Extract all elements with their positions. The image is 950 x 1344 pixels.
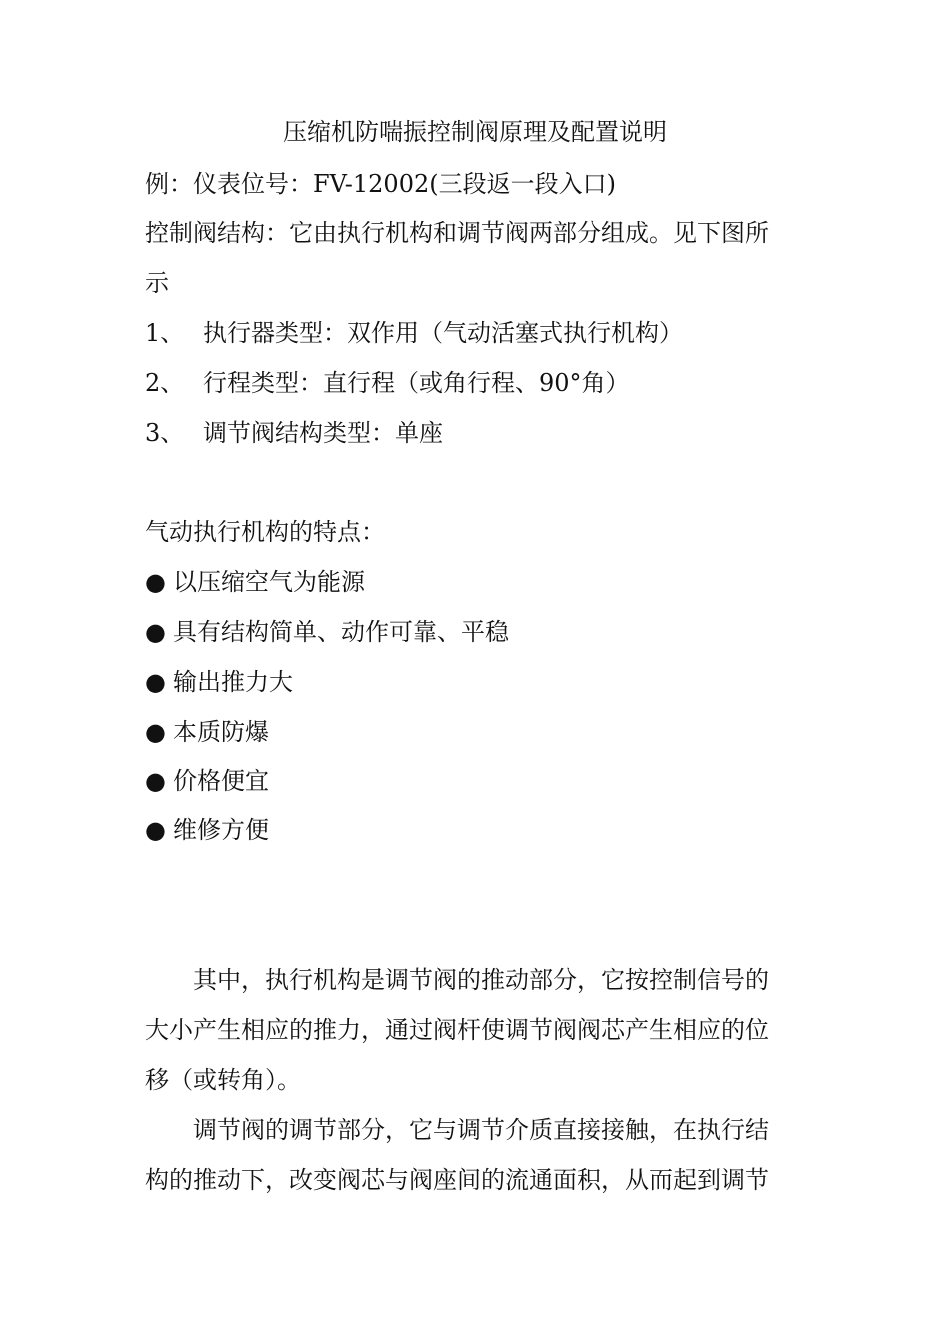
feature-text: 维修方便 <box>173 816 269 844</box>
bullet-icon: ● <box>145 668 166 696</box>
list-item <box>145 417 815 449</box>
feature-text: 输出推力大 <box>173 668 293 696</box>
list-item-text: 调节阀结构类型：单座 <box>203 419 443 447</box>
paragraph-1-line-1: 其中，执行机构是调节阀的推动部分，它按控制信号的 <box>193 966 769 994</box>
structure-line-1: 控制阀结构：它由执行机构和调节阀两部分组成。见下图所 <box>145 219 769 247</box>
feature-text: 本质防爆 <box>173 718 269 746</box>
bullet-icon: ● <box>145 568 166 596</box>
bullet-icon: ● <box>145 816 166 844</box>
features-heading: 气动执行机构的特点： <box>145 518 385 546</box>
list-item-number: 1、 <box>145 319 185 347</box>
paragraph-2-line-1: 调节阀的调节部分，它与调节介质直接接触，在执行结 <box>193 1116 769 1144</box>
list-item-text: 行程类型：直行程（或角行程、90°角） <box>203 369 630 397</box>
structure-line-2: 示 <box>145 269 169 297</box>
feature-item <box>145 666 815 698</box>
feature-item <box>145 814 815 846</box>
feature-item <box>145 566 815 598</box>
bullet-icon: ● <box>145 767 166 795</box>
feature-text: 以压缩空气为能源 <box>173 568 365 596</box>
list-item-number: 2、 <box>145 369 185 397</box>
list-item <box>145 317 815 349</box>
feature-text: 价格便宜 <box>173 767 269 795</box>
paragraph-1-line-3: 移（或转角）。 <box>145 1066 301 1094</box>
feature-item <box>145 765 815 797</box>
document-title: 压缩机防喘振控制阀原理及配置说明 <box>283 118 667 146</box>
feature-item <box>145 616 815 648</box>
feature-text: 具有结构简单、动作可靠、平稳 <box>173 618 509 646</box>
paragraph-1-line-2: 大小产生相应的推力，通过阀杆使调节阀阀芯产生相应的位 <box>145 1016 769 1044</box>
list-item-text: 执行器类型：双作用（气动活塞式执行机构） <box>203 319 683 347</box>
paragraph-2-line-2: 构的推动下，改变阀芯与阀座间的流通面积，从而起到调节 <box>145 1166 769 1194</box>
tag-example-line: 例：仪表位号：FV-12002(三段返一段入口) <box>145 170 616 198</box>
feature-item <box>145 716 815 748</box>
bullet-icon: ● <box>145 618 166 646</box>
list-item <box>145 367 815 399</box>
bullet-icon: ● <box>145 718 166 746</box>
list-item-number: 3、 <box>145 419 185 447</box>
